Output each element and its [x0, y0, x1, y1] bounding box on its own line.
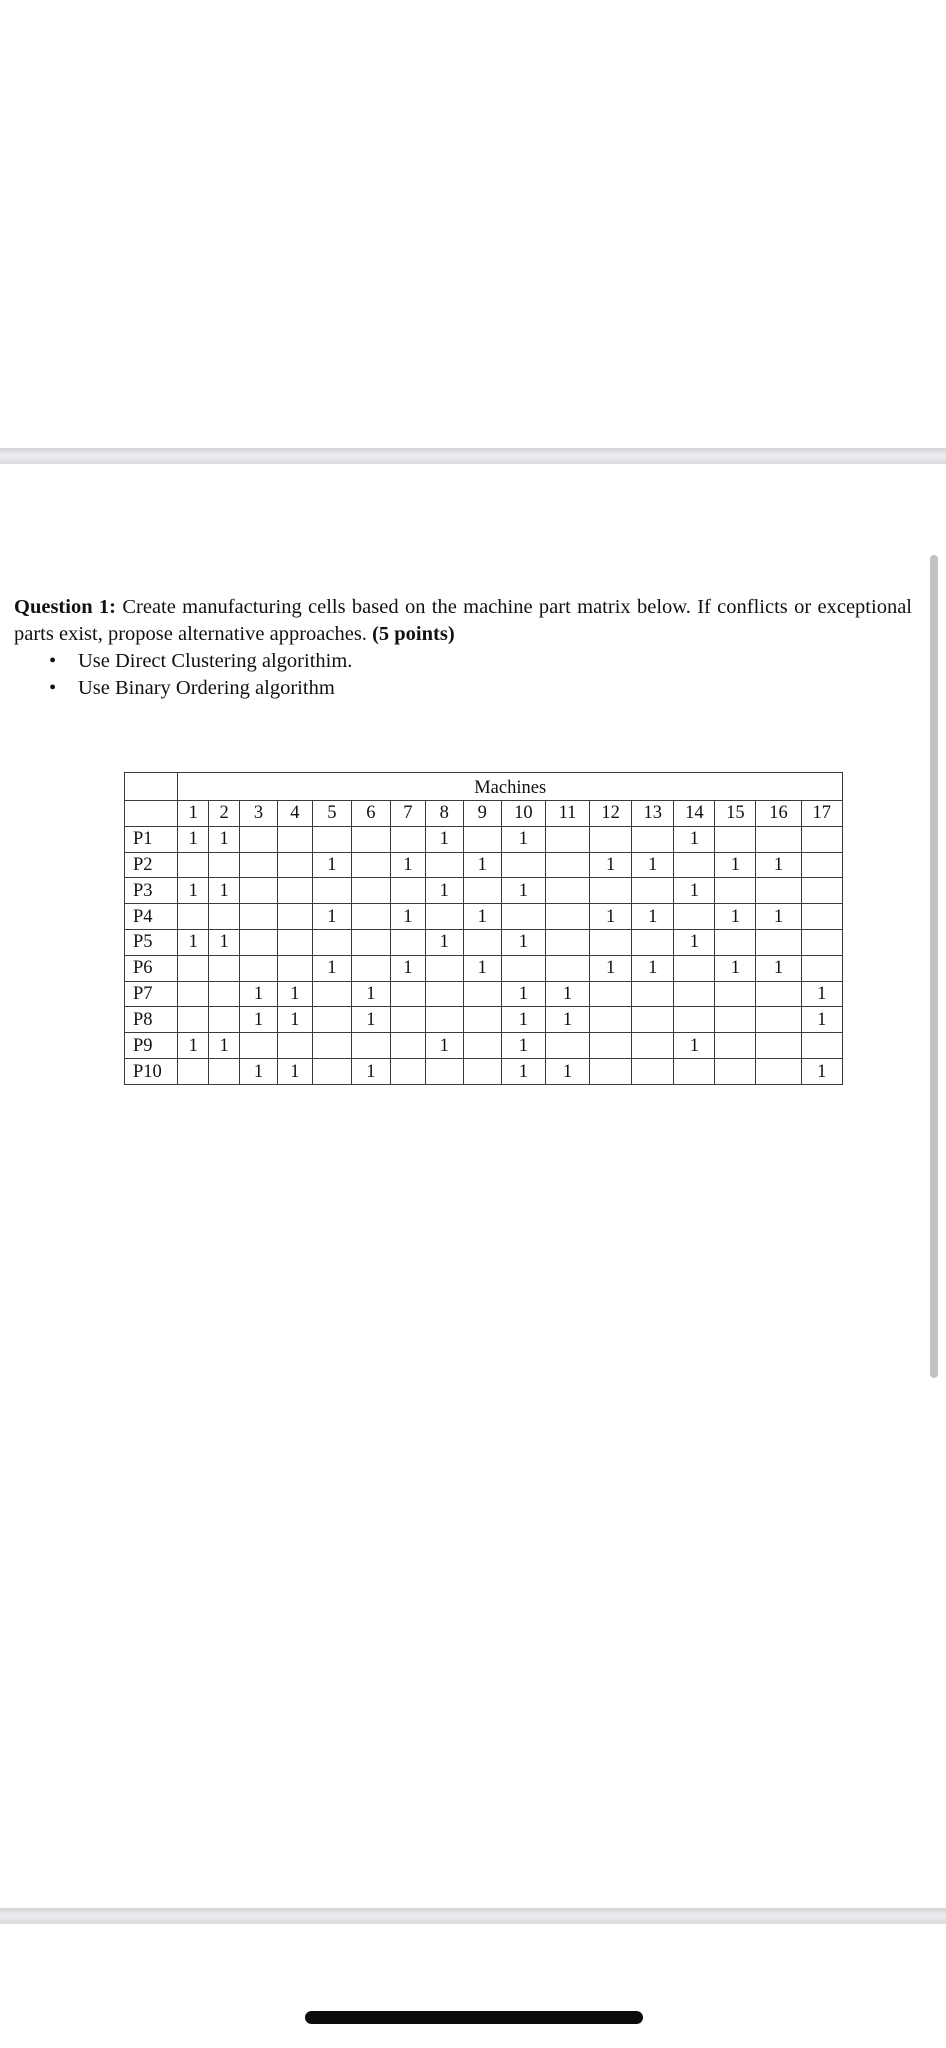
matrix-cell: [178, 904, 209, 930]
matrix-cell: [632, 929, 674, 955]
matrix-cell: [351, 929, 390, 955]
matrix-cell: 1: [239, 1059, 277, 1085]
matrix-cell: [351, 955, 390, 981]
matrix-cell: [178, 1007, 209, 1033]
matrix-cell: [277, 826, 312, 852]
matrix-cell: [632, 878, 674, 904]
matrix-cell: [715, 1033, 756, 1059]
matrix-cell: 1: [801, 1007, 842, 1033]
bullet-icon: •: [49, 677, 57, 699]
matrix-cell: [178, 981, 209, 1007]
matrix-cell: 1: [501, 929, 545, 955]
matrix-cell: [351, 1033, 390, 1059]
matrix-cell: [463, 878, 501, 904]
matrix-cell: 1: [632, 955, 674, 981]
matrix-cell: 1: [239, 1007, 277, 1033]
bullet-icon: •: [49, 650, 57, 672]
matrix-cell: [715, 826, 756, 852]
matrix-cell: [351, 904, 390, 930]
matrix-cell: [312, 826, 351, 852]
part-label: P2: [125, 852, 178, 878]
matrix-cell: [715, 878, 756, 904]
machine-header: 6: [351, 800, 390, 826]
matrix-cell: 1: [501, 826, 545, 852]
matrix-cell: 1: [312, 955, 351, 981]
machine-header: 9: [463, 800, 501, 826]
part-label: P6: [125, 955, 178, 981]
matrix-cell: [501, 955, 545, 981]
matrix-cell: [590, 1007, 632, 1033]
matrix-cell: [390, 1059, 425, 1085]
vertical-scrollbar[interactable]: [930, 555, 938, 1378]
matrix-cell: [756, 826, 801, 852]
part-label: P3: [125, 878, 178, 904]
matrix-cell: [801, 955, 842, 981]
matrix-cell: [545, 955, 589, 981]
matrix-cell: [801, 904, 842, 930]
matrix-cell: 1: [715, 955, 756, 981]
matrix-cell: [312, 981, 351, 1007]
matrix-cell: [632, 1059, 674, 1085]
machine-part-matrix: [124, 772, 843, 1085]
matrix-cell: [390, 1007, 425, 1033]
matrix-cell: [590, 929, 632, 955]
matrix-cell: 1: [312, 904, 351, 930]
matrix-cell: [239, 955, 277, 981]
machine-header: 12: [590, 800, 632, 826]
matrix-cell: [756, 1033, 801, 1059]
matrix-cell: [277, 904, 312, 930]
matrix-cell: 1: [674, 826, 715, 852]
machine-header: 16: [756, 800, 801, 826]
matrix-cell: [756, 1007, 801, 1033]
matrix-cell: [632, 981, 674, 1007]
matrix-cell: 1: [715, 852, 756, 878]
machine-header: 3: [239, 800, 277, 826]
matrix-cell: [178, 955, 209, 981]
machine-header: 11: [545, 800, 589, 826]
matrix-cell: [209, 955, 240, 981]
matrix-cell: 1: [756, 852, 801, 878]
matrix-cell: 1: [545, 1059, 589, 1085]
matrix-cell: [390, 929, 425, 955]
matrix-cell: [590, 878, 632, 904]
matrix-cell: 1: [501, 981, 545, 1007]
matrix-cell: 1: [501, 1007, 545, 1033]
machine-header: 14: [674, 800, 715, 826]
machine-header: 8: [425, 800, 463, 826]
matrix-cell: [715, 1007, 756, 1033]
matrix-cell: [545, 1033, 589, 1059]
machine-header: 7: [390, 800, 425, 826]
matrix-cell: [209, 904, 240, 930]
matrix-cell: 1: [545, 1007, 589, 1033]
matrix-cell: [239, 852, 277, 878]
matrix-cell: [715, 981, 756, 1007]
matrix-cell: [425, 955, 463, 981]
matrix-cell: [590, 1059, 632, 1085]
matrix-cell: 1: [425, 826, 463, 852]
matrix-header-row: [125, 800, 843, 826]
matrix-cell: [590, 1033, 632, 1059]
matrix-cell: [545, 852, 589, 878]
part-row: [125, 904, 843, 930]
matrix-cell: 1: [351, 981, 390, 1007]
matrix-cell: 1: [801, 981, 842, 1007]
matrix-cell: [674, 955, 715, 981]
part-row: [125, 981, 843, 1007]
matrix-cell: [545, 878, 589, 904]
part-row: [125, 1059, 843, 1085]
matrix-cell: [501, 852, 545, 878]
matrix-cell: [463, 1059, 501, 1085]
matrix-cell: 1: [312, 852, 351, 878]
matrix-cell: [277, 955, 312, 981]
matrix-cell: 1: [178, 826, 209, 852]
home-indicator[interactable]: [305, 2011, 643, 2024]
matrix-cell: [463, 826, 501, 852]
machine-header: 17: [801, 800, 842, 826]
matrix-cell: 1: [277, 1059, 312, 1085]
question-label: Question 1:: [14, 596, 117, 618]
matrix-cell: 1: [209, 1033, 240, 1059]
matrix-cell: 1: [209, 826, 240, 852]
matrix-cell: [801, 929, 842, 955]
matrix-cell: [674, 981, 715, 1007]
matrix-cell: 1: [351, 1007, 390, 1033]
matrix-cell: [425, 981, 463, 1007]
matrix-cell: 1: [390, 955, 425, 981]
machine-header: 10: [501, 800, 545, 826]
part-row: [125, 929, 843, 955]
header-corner: [125, 800, 178, 826]
matrix-cell: 1: [501, 1033, 545, 1059]
matrix-cell: [390, 1033, 425, 1059]
matrix-cell: [312, 1059, 351, 1085]
matrix-cell: 1: [463, 852, 501, 878]
matrix-cell: 1: [178, 1033, 209, 1059]
matrix-cell: 1: [178, 878, 209, 904]
part-row: [125, 1007, 843, 1033]
matrix-cell: 1: [632, 904, 674, 930]
matrix-cell: 1: [425, 929, 463, 955]
matrix-cell: 1: [590, 852, 632, 878]
matrix-cell: [390, 878, 425, 904]
matrix-cell: [277, 878, 312, 904]
matrix-cell: [312, 1007, 351, 1033]
matrix-cell: [715, 929, 756, 955]
part-row: [125, 826, 843, 852]
matrix-cell: [463, 1007, 501, 1033]
matrix-cell: [801, 878, 842, 904]
machine-header: 13: [632, 800, 674, 826]
matrix-cell: 1: [756, 955, 801, 981]
matrix-cell: 1: [209, 878, 240, 904]
matrix-cell: [715, 1059, 756, 1085]
matrix-cell: 1: [390, 904, 425, 930]
matrix-cell: [801, 852, 842, 878]
part-label: P7: [125, 981, 178, 1007]
matrix-cell: [209, 981, 240, 1007]
matrix-cell: [801, 1033, 842, 1059]
matrix-cell: [756, 1059, 801, 1085]
matrix-cell: 1: [425, 1033, 463, 1059]
machine-header: 4: [277, 800, 312, 826]
matrix-cell: [501, 904, 545, 930]
matrix-cell: [178, 852, 209, 878]
method-list: [14, 648, 912, 702]
matrix-cell: [312, 878, 351, 904]
matrix-cell: [209, 1007, 240, 1033]
matrix-cell: [209, 852, 240, 878]
matrix-cell: [545, 929, 589, 955]
matrix-cell: [756, 878, 801, 904]
matrix-cell: 1: [277, 1007, 312, 1033]
matrix-cell: [178, 1059, 209, 1085]
method-item: [14, 648, 912, 675]
matrix-cell: [239, 878, 277, 904]
matrix-cell: [801, 826, 842, 852]
top-divider: [0, 448, 946, 464]
part-row: [125, 852, 843, 878]
matrix-cell: [674, 904, 715, 930]
matrix-cell: [463, 1033, 501, 1059]
matrix-cell: 1: [209, 929, 240, 955]
matrix-cell: [674, 852, 715, 878]
method-item: [14, 675, 912, 702]
matrix-cell: [239, 904, 277, 930]
matrix-cell: [590, 826, 632, 852]
matrix-cell: 1: [351, 1059, 390, 1085]
matrix-cell: [277, 929, 312, 955]
matrix-cell: [674, 1007, 715, 1033]
matrix-cell: 1: [674, 1033, 715, 1059]
matrix-cell: [351, 852, 390, 878]
matrix-cell: 1: [632, 852, 674, 878]
matrix-cell: [239, 826, 277, 852]
bottom-divider: [0, 1908, 946, 1924]
matrix-cell: 1: [463, 904, 501, 930]
matrix-cell: [277, 1033, 312, 1059]
question-points: (5 points): [372, 623, 455, 645]
matrix-cell: [390, 981, 425, 1007]
part-row: [125, 878, 843, 904]
matrix-cell: [390, 826, 425, 852]
part-row: [125, 955, 843, 981]
matrix-cell: 1: [277, 981, 312, 1007]
matrix-cell: 1: [463, 955, 501, 981]
matrix-cell: [632, 1033, 674, 1059]
machine-header: 15: [715, 800, 756, 826]
matrix-cell: [351, 878, 390, 904]
matrix-cell: [312, 929, 351, 955]
matrix-cell: [756, 929, 801, 955]
part-label: P5: [125, 929, 178, 955]
matrix-cell: [209, 1059, 240, 1085]
matrix-cell: [425, 904, 463, 930]
matrix-cell: 1: [756, 904, 801, 930]
matrix-caption-row: [125, 773, 843, 801]
matrix-cell: [545, 826, 589, 852]
matrix-cell: 1: [178, 929, 209, 955]
matrix-cell: [239, 929, 277, 955]
matrix-cell: 1: [590, 955, 632, 981]
matrix-cell: [545, 904, 589, 930]
part-label: P8: [125, 1007, 178, 1033]
method-label: Use Direct Clustering algorithim.: [78, 650, 353, 672]
method-label: Use Binary Ordering algorithm: [78, 677, 335, 699]
matrix-cell: [277, 852, 312, 878]
part-label: P9: [125, 1033, 178, 1059]
matrix-cell: [425, 852, 463, 878]
part-row: [125, 1033, 843, 1059]
part-label: P4: [125, 904, 178, 930]
matrix-cell: [312, 1033, 351, 1059]
matrix-cell: 1: [801, 1059, 842, 1085]
machine-header: 5: [312, 800, 351, 826]
matrix-cell: 1: [425, 878, 463, 904]
matrix-cell: [425, 1059, 463, 1085]
matrix-cell: 1: [674, 878, 715, 904]
matrix-cell: 1: [501, 1059, 545, 1085]
question-body: Create manufacturing cells based on the machine part matrix below. If conflicts or exceptional parts exist, propose alternative approaches.: [14, 596, 912, 645]
matrix-cell: [425, 1007, 463, 1033]
question-text: [14, 594, 912, 648]
matrix-cell: [756, 981, 801, 1007]
matrix-caption: Machines: [178, 773, 843, 801]
matrix-cell: [239, 1033, 277, 1059]
part-label: P10: [125, 1059, 178, 1085]
matrix-cell: [463, 929, 501, 955]
matrix-cell: 1: [501, 878, 545, 904]
matrix-cell: 1: [674, 929, 715, 955]
machine-header: 1: [178, 800, 209, 826]
matrix-cell: [590, 981, 632, 1007]
matrix-cell: 1: [590, 904, 632, 930]
part-label: P1: [125, 826, 178, 852]
machine-header: 2: [209, 800, 240, 826]
matrix-cell: [351, 826, 390, 852]
matrix-cell: [674, 1059, 715, 1085]
matrix-corner: [125, 773, 178, 801]
matrix-cell: [632, 826, 674, 852]
matrix-cell: 1: [239, 981, 277, 1007]
question-block: [14, 594, 912, 702]
matrix-cell: 1: [715, 904, 756, 930]
matrix-cell: [632, 1007, 674, 1033]
matrix-cell: 1: [545, 981, 589, 1007]
matrix-cell: [463, 981, 501, 1007]
matrix-cell: 1: [390, 852, 425, 878]
